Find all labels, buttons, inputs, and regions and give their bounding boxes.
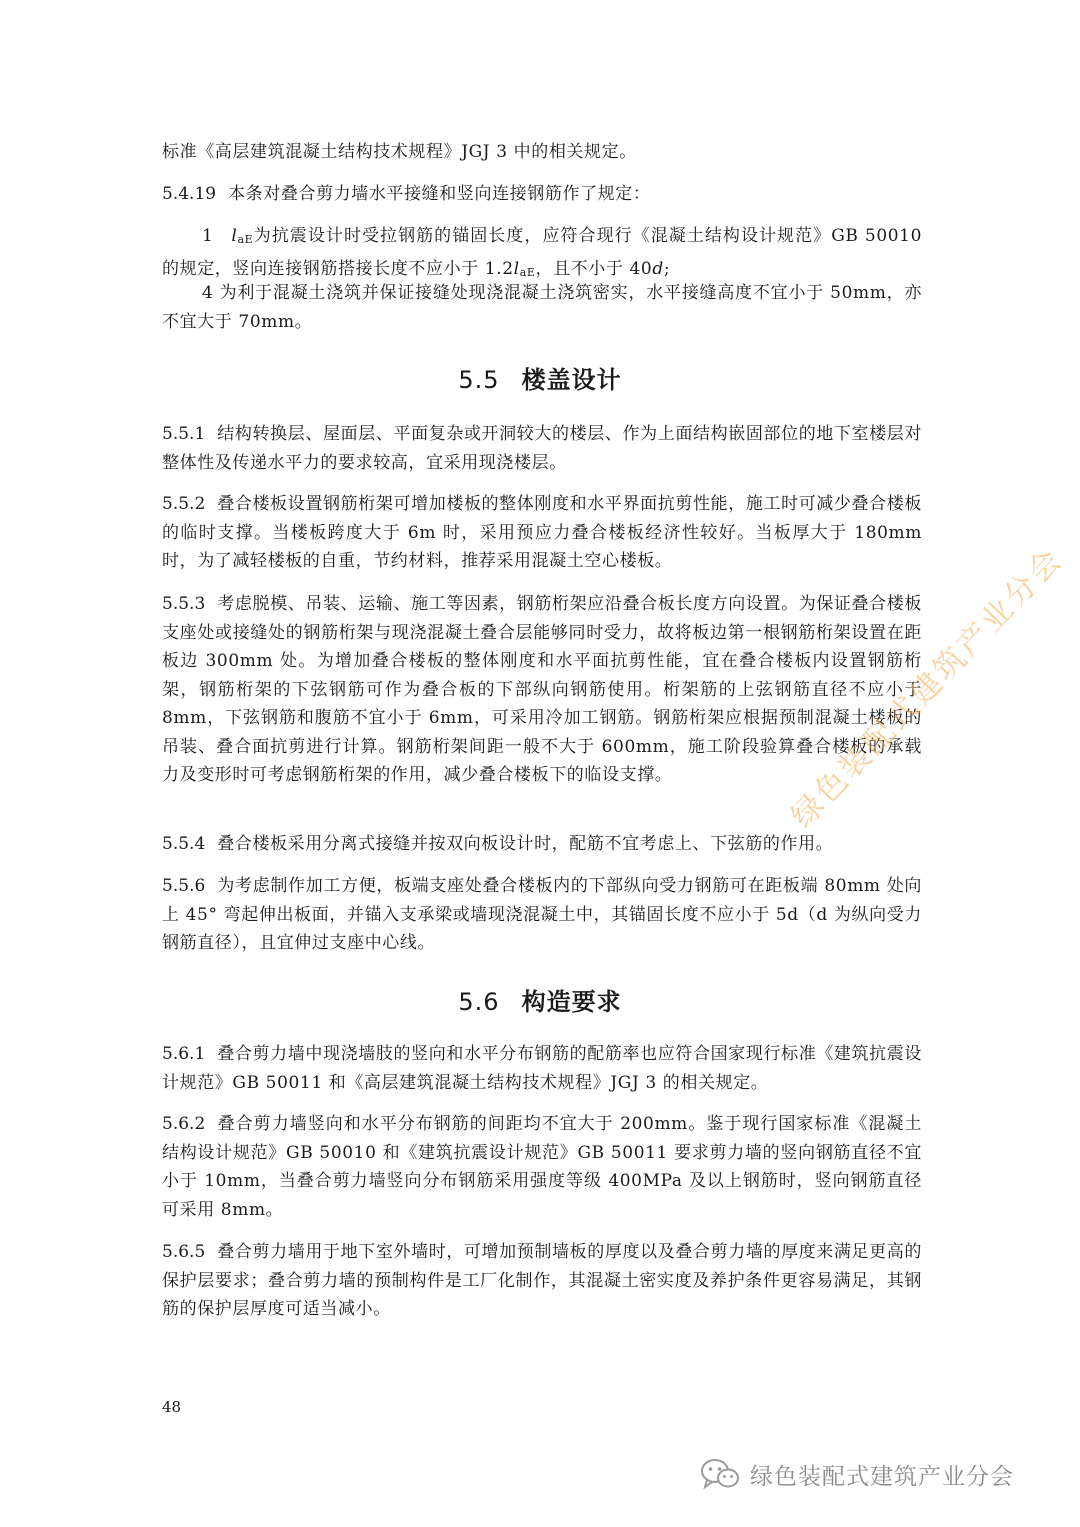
clause-text: 叠合剪力墙用于地下室外墙时，可增加预制墙板的厚度以及叠合剪力墙的厚度来满足更高的保护层要求；叠合剪力墙的预制构件是工厂化制作，其混凝土密实度及养护条件更容易满足，其钢筋的保护层厚度可适当减小。 <box>162 1242 922 1319</box>
clause-5-6-5 <box>162 1238 922 1324</box>
clause-text: 叠合楼板采用分离式接缝并按双向板设计时，配筋不宜考虑上、下弦筋的作用。 <box>217 834 834 854</box>
clause-number: 5.6.2 <box>162 1114 206 1134</box>
section-number: 5.5 <box>458 366 500 394</box>
symbol-subscript-2: aE <box>519 265 536 279</box>
clause-5-4-19 <box>162 180 922 209</box>
section-number: 5.6 <box>458 988 500 1016</box>
clause-5-5-2 <box>162 490 922 576</box>
wechat-icon <box>700 1457 740 1491</box>
clause-5-4-19-item-4: 4 为利于混凝土浇筑并保证接缝处现浇混凝土浇筑密实，水平接缝高度不宜小于 50mm，亦不宜大于 70mm。 <box>162 283 922 332</box>
clause-5-4-19-item-1 <box>162 222 922 287</box>
section-heading-5-5 <box>0 360 1080 395</box>
footer-text: 绿色装配式建筑产业分会 <box>750 1463 1014 1490</box>
clause-5-5-4 <box>162 830 922 859</box>
symbol-l: l <box>231 226 238 246</box>
clause-5-5-1 <box>162 420 922 477</box>
section-title: 楼盖设计 <box>521 366 622 394</box>
symbol-d: d <box>652 258 664 279</box>
watermark: 绿色装配式建筑产业分会 <box>784 540 1071 835</box>
page-number: 48 <box>162 1398 182 1416</box>
clause-number: 5.6.1 <box>162 1044 206 1064</box>
item-number: 1 <box>202 226 214 246</box>
clause-5-6-2 <box>162 1110 922 1224</box>
clause-5-6-1 <box>162 1040 922 1097</box>
footer-source <box>700 1452 1060 1496</box>
clause-5-5-6 <box>162 872 922 958</box>
clause-text: 结构转换层、屋面层、平面复杂或开洞较大的楼层、作为上面结构嵌固部位的地下室楼层对整体性及传递水平力的要求较高，宜采用现浇楼层。 <box>162 424 922 473</box>
clause-text: 考虑脱模、吊装、运输、施工等因素，钢筋桁架应沿叠合板长度方向设置。为保证叠合楼板支座处或接缝处的钢筋桁架与现浇混凝土叠合层能够同时受力，故将板边第一根钢筋桁架设置在距板边 300mm 处。为增加叠合楼板的整体刚度和水平面抗剪性能，宜在叠合楼板内设置钢筋桁架，钢筋桁架的下弦钢筋可作为叠合板的下部纵向钢筋使用。桁架筋的上弦钢筋直径不应小于 8mm，下弦钢筋和腹筋不宜小于 6mm，可采用冷加工钢筋。钢筋桁架应根据预制混凝土楼板的吊装、叠合面抗剪进行计算。钢筋桁架间距一般不大于 600mm，施工阶段验算叠合楼板的承载力及变形时可考虑钢筋桁架的作用，减少叠合楼板下的临设支撑。 <box>162 594 922 785</box>
clause-text: 叠合剪力墙中现浇墙肢的竖向和水平分布钢筋的配筋率也应符合国家现行标准《建筑抗震设计规范》GB 50011 和《高层建筑混凝土结构技术规程》JGJ 3 的相关规定。 <box>162 1044 922 1093</box>
clause-number: 5.5.1 <box>162 424 206 444</box>
clause-text: 为考虑制作加工方便，板端支座处叠合楼板内的下部纵向受力钢筋可在距板端 80mm 处向上 45° 弯起伸出板面，并锚入支承梁或墙现浇混凝土中，其锚固长度不应小于 5d（d 为纵向受力钢筋直径），且宜伸过支座中心线。 <box>162 876 922 953</box>
clause-text: 叠合剪力墙竖向和水平分布钢筋的间距均不宜大于 200mm。鉴于现行国家标准《混凝土结构设计规范》GB 50010 和《建筑抗震设计规范》GB 50011 要求剪力墙的竖向钢筋直径不宜小于 10mm，当叠合剪力墙竖向分布钢筋采用强度等级 400MPa 及以上钢筋时，竖向钢筋直径可采用 8mm。 <box>162 1114 922 1220</box>
clause-text: 叠合楼板设置钢筋桁架可增加楼板的整体刚度和水平界面抗剪性能，施工时可减少叠合楼板的临时支撑。当楼板跨度大于 6m 时，采用预应力叠合楼板经济性较好。当板厚大于 180mm 时，为了减轻楼板的自重，节约材料，推荐采用混凝土空心楼板。 <box>162 494 922 571</box>
symbol-subscript: aE <box>237 233 254 246</box>
section-heading-5-6 <box>0 982 1080 1017</box>
item-text-b: ，且不小于 40 <box>535 258 653 279</box>
intro-line: 标准《高层建筑混凝土结构技术规程》JGJ 3 中的相关规定。 <box>162 142 637 162</box>
clause-text: 本条对叠合剪力墙水平接缝和竖向连接钢筋作了规定： <box>228 184 651 204</box>
clause-number: 5.6.5 <box>162 1242 206 1262</box>
clause-number: 5.5.4 <box>162 834 206 854</box>
section-title: 构造要求 <box>521 988 622 1016</box>
item-text-c: ; <box>663 258 671 279</box>
symbol-l-2: l <box>513 258 520 279</box>
clause-number: 5.5.2 <box>162 494 206 514</box>
clause-number: 5.5.3 <box>162 594 206 614</box>
item-text-a: 为抗震设计时受拉钢筋的锚固长度，应符合现行《混凝土结构设计规范》GB 50010的规定，竖向连接钢筋搭接长度不应小于 1.2 <box>162 226 922 279</box>
clause-5-5-3 <box>162 590 922 790</box>
clause-number: 5.4.19 <box>162 184 217 204</box>
clause-number: 5.5.6 <box>162 876 206 896</box>
